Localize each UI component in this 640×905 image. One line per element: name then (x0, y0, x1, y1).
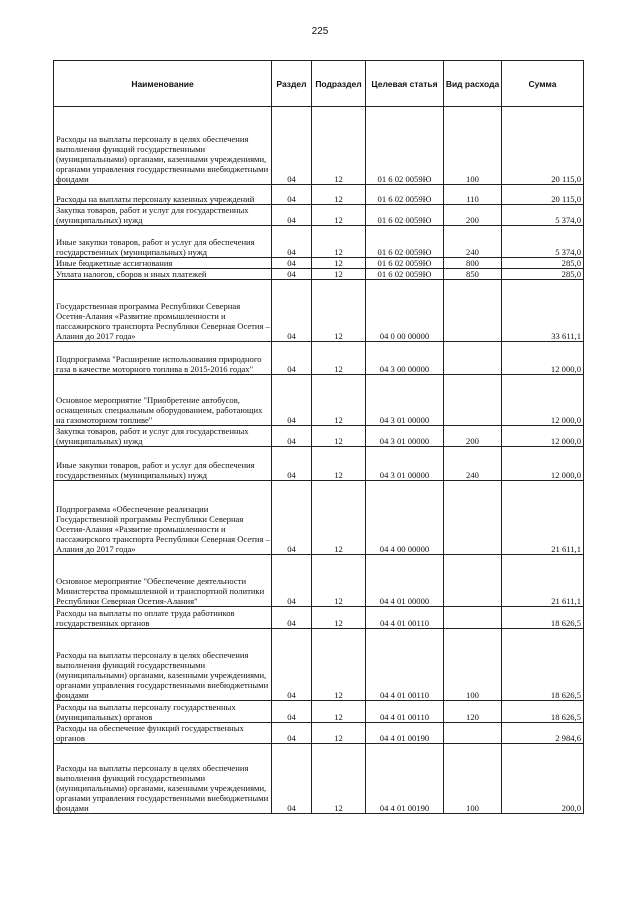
row-target: 04 3 00 00000 (366, 342, 444, 375)
row-section: 04 (272, 723, 312, 744)
header-target: Целевая статья (366, 61, 444, 107)
row-expense-type: 110 (444, 185, 502, 205)
row-section: 04 (272, 205, 312, 226)
row-section: 04 (272, 185, 312, 205)
header-expense-type: Вид расхода (444, 61, 502, 107)
row-subsection: 12 (312, 426, 366, 447)
row-name: Основное мероприятие "Приобретение автобусов, оснащенных специальным оборудованием, работающих на газомоторном топливе" (54, 375, 272, 426)
row-subsection: 12 (312, 701, 366, 723)
row-name: Расходы на выплаты персоналу казенных учреждений (54, 185, 272, 205)
table-row (54, 107, 584, 185)
row-expense-type: 100 (444, 629, 502, 701)
row-target: 04 3 01 00000 (366, 447, 444, 481)
row-subsection: 12 (312, 723, 366, 744)
row-subsection: 12 (312, 447, 366, 481)
row-expense-type: 240 (444, 447, 502, 481)
row-expense-type: 100 (444, 107, 502, 185)
row-expense-type (444, 481, 502, 555)
row-target: 01 6 02 0059Ю (366, 226, 444, 258)
row-expense-type: 200 (444, 205, 502, 226)
row-name: Расходы на выплаты по оплате труда работников государственных органов (54, 607, 272, 629)
row-section: 04 (272, 555, 312, 607)
row-target: 04 4 01 00190 (366, 723, 444, 744)
row-subsection: 12 (312, 258, 366, 269)
table-row (54, 185, 584, 205)
row-amount: 12 000,0 (502, 447, 584, 481)
row-subsection: 12 (312, 744, 366, 814)
table-row (54, 447, 584, 481)
row-subsection: 12 (312, 185, 366, 205)
row-section: 04 (272, 269, 312, 280)
row-target: 04 4 01 00110 (366, 701, 444, 723)
table-row (54, 258, 584, 269)
row-name: Расходы на выплаты персоналу в целях обеспечения выполнения функций государственными (муниципальными) органами, казенными учреждениями, органами управления государственными внебюджетными фондами (54, 107, 272, 185)
row-name: Иные закупки товаров, работ и услуг для обеспечения государственных (муниципальных) нужд (54, 447, 272, 481)
header-amount: Сумма (502, 61, 584, 107)
table-row (54, 205, 584, 226)
row-target: 04 4 01 00110 (366, 607, 444, 629)
row-name: Уплата налогов, сборов и иных платежей (54, 269, 272, 280)
row-section: 04 (272, 226, 312, 258)
row-name: Иные закупки товаров, работ и услуг для обеспечения государственных (муниципальных) нужд (54, 226, 272, 258)
row-name: Закупка товаров, работ и услуг для государственных (муниципальных) нужд (54, 426, 272, 447)
row-expense-type (444, 375, 502, 426)
row-expense-type: 240 (444, 226, 502, 258)
row-amount: 12 000,0 (502, 342, 584, 375)
row-section: 04 (272, 447, 312, 481)
row-amount: 18 626,5 (502, 607, 584, 629)
row-name: Государственная программа Республики Северная Осетия-Алания «Развитие промышленности и пассажирского транспорта Республики Северная Осетия – Алания до 2017 года» (54, 280, 272, 342)
table-row (54, 426, 584, 447)
row-subsection: 12 (312, 269, 366, 280)
row-expense-type (444, 607, 502, 629)
row-subsection: 12 (312, 205, 366, 226)
row-target: 01 6 02 0059Ю (366, 107, 444, 185)
row-subsection: 12 (312, 555, 366, 607)
row-section: 04 (272, 258, 312, 269)
row-name: Подпрограмма «Обеспечение реализации Государственной программы Республики Северная Осетия-Алания «Развитие промышленности и пассажирского транспорта Республики Северная Осетия – Алания до 2017 года» (54, 481, 272, 555)
table-row (54, 269, 584, 280)
table-header-row (54, 61, 584, 107)
table-row (54, 629, 584, 701)
row-name: Расходы на выплаты персоналу в целях обеспечения выполнения функций государственными (муниципальными) органами, казенными учреждениями, органами управления государственными внебюджетными фондами (54, 629, 272, 701)
row-expense-type (444, 280, 502, 342)
row-subsection: 12 (312, 342, 366, 375)
row-name: Подпрограмма "Расширение использования природного газа в качестве моторного топлива в 2015-2016 годах" (54, 342, 272, 375)
row-target: 01 6 02 0059Ю (366, 185, 444, 205)
row-expense-type: 850 (444, 269, 502, 280)
table-row (54, 723, 584, 744)
row-target: 04 3 01 00000 (366, 426, 444, 447)
row-target: 04 0 00 00000 (366, 280, 444, 342)
row-name: Расходы на обеспечение функций государственных органов (54, 723, 272, 744)
row-subsection: 12 (312, 375, 366, 426)
row-amount: 12 000,0 (502, 375, 584, 426)
row-expense-type: 200 (444, 426, 502, 447)
row-amount: 12 000,0 (502, 426, 584, 447)
row-amount: 21 611,1 (502, 481, 584, 555)
row-section: 04 (272, 481, 312, 555)
row-expense-type (444, 555, 502, 607)
row-target: 04 4 01 00110 (366, 629, 444, 701)
row-target: 01 6 02 0059Ю (366, 258, 444, 269)
row-amount: 5 374,0 (502, 226, 584, 258)
row-amount: 285,0 (502, 258, 584, 269)
row-amount: 21 611,1 (502, 555, 584, 607)
row-amount: 285,0 (502, 269, 584, 280)
row-subsection: 12 (312, 629, 366, 701)
row-expense-type: 100 (444, 744, 502, 814)
row-section: 04 (272, 280, 312, 342)
row-section: 04 (272, 426, 312, 447)
row-target: 01 6 02 0059Ю (366, 269, 444, 280)
row-section: 04 (272, 375, 312, 426)
row-amount: 5 374,0 (502, 205, 584, 226)
row-subsection: 12 (312, 107, 366, 185)
row-expense-type: 120 (444, 701, 502, 723)
row-amount: 18 626,5 (502, 629, 584, 701)
header-name: Наименование (54, 61, 272, 107)
row-amount: 33 611,1 (502, 280, 584, 342)
header-subsection: Подраздел (312, 61, 366, 107)
row-section: 04 (272, 629, 312, 701)
row-section: 04 (272, 744, 312, 814)
row-expense-type (444, 723, 502, 744)
row-amount: 200,0 (502, 744, 584, 814)
row-target: 01 6 02 0059Ю (366, 205, 444, 226)
row-section: 04 (272, 701, 312, 723)
table-row (54, 226, 584, 258)
row-name: Закупка товаров, работ и услуг для государственных (муниципальных) нужд (54, 205, 272, 226)
table-row (54, 280, 584, 342)
table-row (54, 342, 584, 375)
page-number: 225 (311, 26, 329, 37)
row-target: 04 4 00 00000 (366, 481, 444, 555)
row-amount: 2 984,6 (502, 723, 584, 744)
row-target: 04 4 01 00190 (366, 744, 444, 814)
row-subsection: 12 (312, 607, 366, 629)
row-subsection: 12 (312, 226, 366, 258)
row-target: 04 3 01 00000 (366, 375, 444, 426)
row-section: 04 (272, 342, 312, 375)
table-row (54, 744, 584, 814)
row-section: 04 (272, 107, 312, 185)
row-amount: 20 115,0 (502, 185, 584, 205)
row-section: 04 (272, 607, 312, 629)
row-subsection: 12 (312, 481, 366, 555)
row-expense-type: 800 (444, 258, 502, 269)
header-section: Раздел (272, 61, 312, 107)
table-row (54, 607, 584, 629)
budget-table (53, 60, 584, 814)
row-name: Иные бюджетные ассигнования (54, 258, 272, 269)
table-row (54, 375, 584, 426)
table-row (54, 481, 584, 555)
row-amount: 18 626,5 (502, 701, 584, 723)
table-row (54, 701, 584, 723)
table-row (54, 555, 584, 607)
row-target: 04 4 01 00000 (366, 555, 444, 607)
row-name: Расходы на выплаты персоналу в целях обеспечения выполнения функций государственными (муниципальными) органами, казенными учреждениями, органами управления государственными внебюджетными фондами (54, 744, 272, 814)
row-name: Расходы на выплаты персоналу государственных (муниципальных) органов (54, 701, 272, 723)
row-expense-type (444, 342, 502, 375)
row-name: Основное мероприятие "Обеспечение деятельности Министерства промышленной и транспортной политики Республики Северная Осетия-Алания" (54, 555, 272, 607)
row-subsection: 12 (312, 280, 366, 342)
row-amount: 20 115,0 (502, 107, 584, 185)
